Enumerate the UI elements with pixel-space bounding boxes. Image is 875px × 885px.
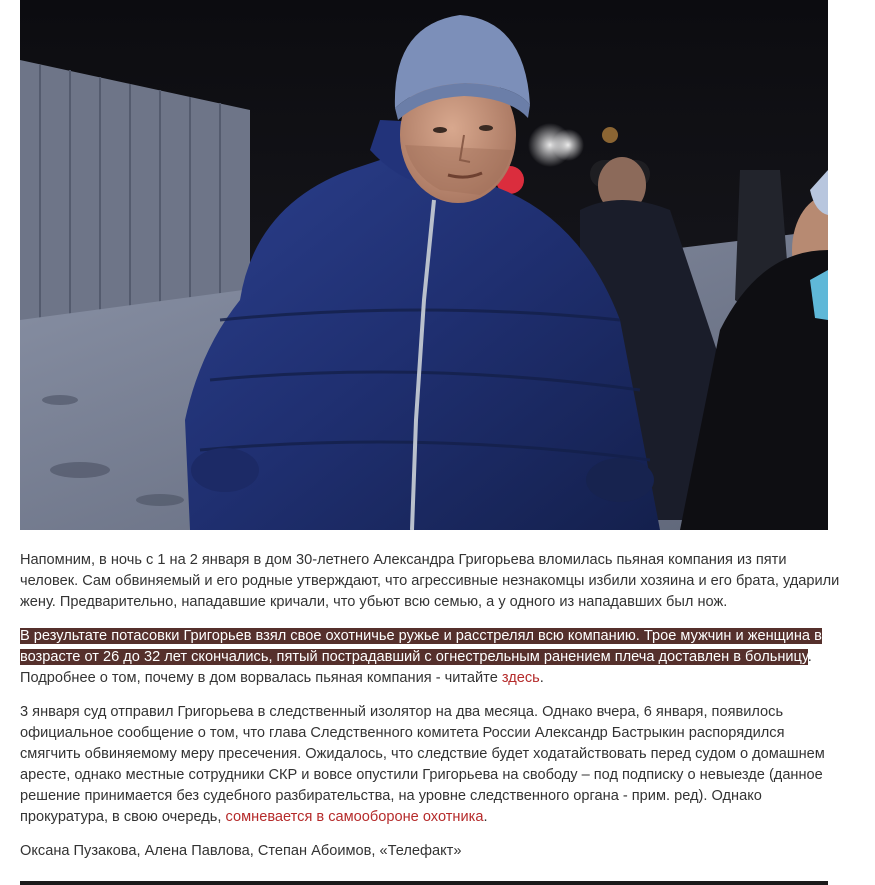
details-link[interactable]: здесь	[501, 670, 540, 686]
paragraph-court-end: .	[483, 809, 488, 825]
prosecutor-doubts-link[interactable]: сомневается в самообороне охотника	[225, 809, 484, 825]
paragraph-intro-text: Напомним, в ночь с 1 на 2 января в дом 30-летнего Александра Григорьева вломилась пьяная компания из пяти человек. Сам обвиняемый и его родные утверждают, что агрессивные незнакомцы избили хозяина и его брата, ударили жену. Предварительно, нападавшие кричали, что убьют всю семью, а у одного из нападавших был нож.	[20, 552, 840, 610]
paragraph-shooting	[20, 626, 840, 689]
byline-text: Оксана Пузакова, Алена Павлова, Степан Абоимов, «Телефакт»	[20, 843, 462, 859]
article-photo	[20, 0, 828, 530]
paragraph-shooting-end: .	[539, 670, 544, 686]
paragraph-court-text: 3 января суд отправил Григорьева в следственный изолятор на два месяца. Однако вчера, 6 января, появилось официальное сообщение о том, что глава Следственного комитета России Александр Бастрыкин распорядился смягчить обвиняемому меру пресечения. Ожидалось, что следствие будет ходатайствовать перед судом о домашнем аресте, однако местные сотрудники СКР и вовсе опустили Григорьева на свободу – под подписку о невыезде (данное решение принимается без судебного разбирательства, на уровне следственного органа - прим. ред). Однако прокуратура, в свою очередь,	[20, 704, 825, 825]
paragraph-court	[20, 702, 840, 828]
byline	[20, 841, 840, 862]
paragraph-shooting-text: . Подробнее о том, почему в дом ворвалась пьяная компания - читайте	[20, 649, 812, 686]
next-image-edge	[20, 881, 828, 885]
paragraph-intro	[20, 550, 840, 613]
article-body	[20, 550, 840, 875]
highlighted-text: В результате потасовки Григорьев взял свое охотничье ружье и расстрелял всю компанию. Трое мужчин и женщина в возрасте от 26 до 32 лет скончались, пятый пострадавший с огнестрельным ранением плеча доставлен в больницу	[20, 628, 822, 665]
